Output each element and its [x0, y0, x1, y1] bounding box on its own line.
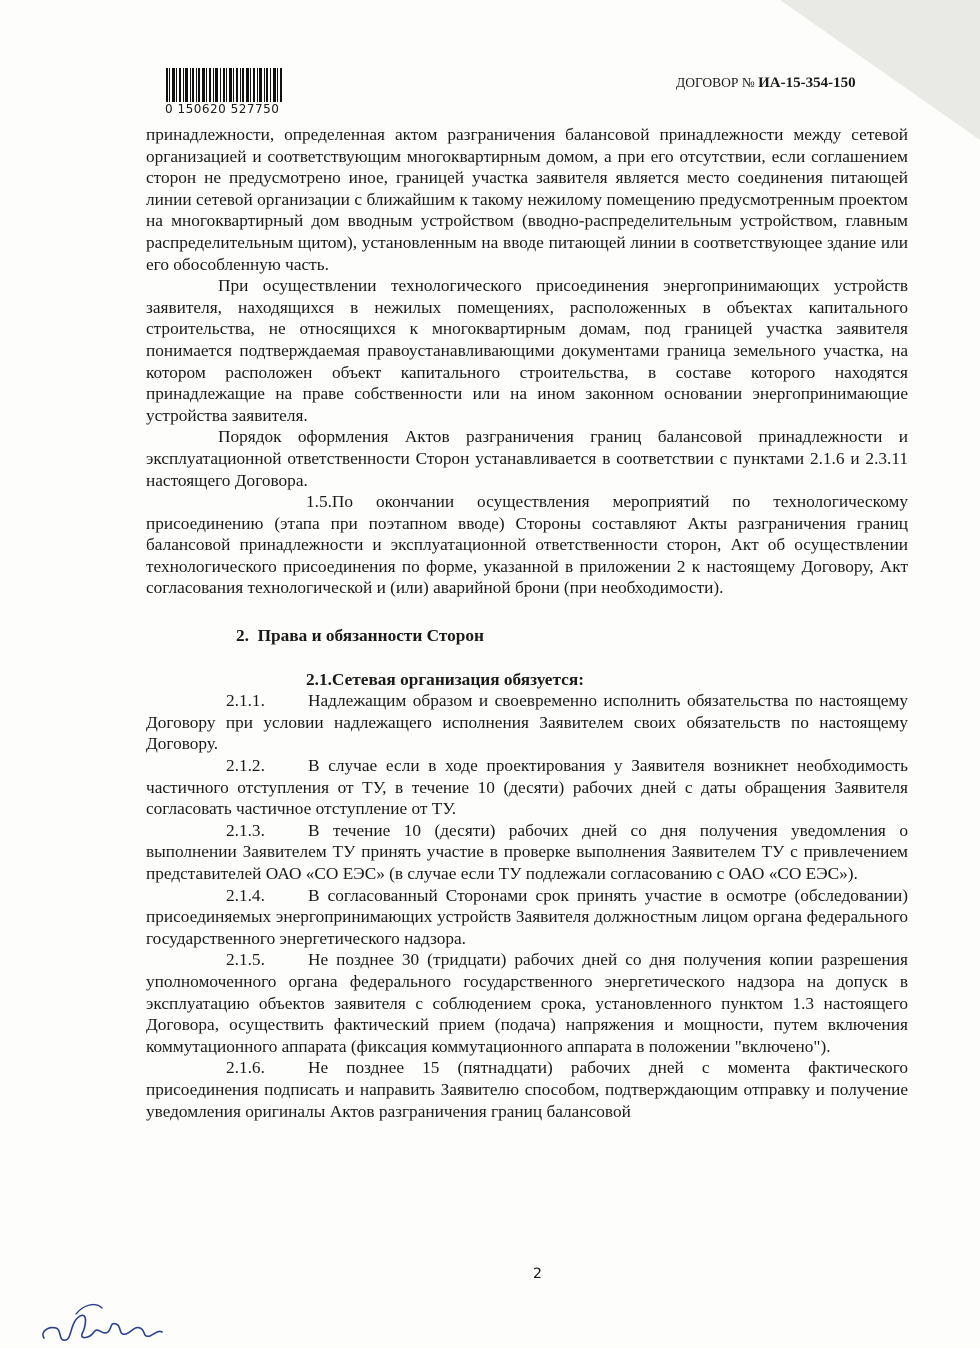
paragraph-nonresidential-boundary: При осуществлении технологического присоединения энергопринимающих устройств заявителя, находящихся в нежилых помещениях, расположенных в объектах капитального строительства, не относящихся к многоквартирным домам, под границей участка заявителя понимается подтверждаемая правоустанавливающими документами граница земельного участка, на котором расположен объект капитального строительства, в составе которого находятся принадлежащие на праве собственности или на ином законном основании энергопринимающие устройства заявителя.: [146, 276, 908, 425]
document-body: [146, 124, 908, 1122]
clause-text: Не позднее 30 (тридцати) рабочих дней со дня получения копии разрешения уполномоченного органа федерального государственного энергетического надзора на допуск в эксплуатацию объектов заявителя с соблюдением срока, установленного пунктом 1.3 настоящего Договора, осуществить фактический прием (подача) напряжения и мощности, путем включения коммутационного аппарата (фиксация коммутационного аппарата в положении "включено").: [146, 950, 908, 1056]
clause-text: В течение 10 (десяти) рабочих дней со дня получения уведомления о выполнении Заявителем ТУ принять участие в проверке выполнения Заявителем ТУ с привлечением представителей ОАО «СО ЕЭС» (в случае если ТУ подлежали согласованию с ОАО «СО ЕЭС»).: [146, 820, 908, 883]
clause-2-1-6: [146, 1057, 908, 1122]
section-title-text: Права и обязанности Сторон: [257, 626, 485, 646]
page-number: 2: [533, 1266, 542, 1282]
clause-2-1-1: [146, 690, 908, 755]
clause-number: 2.1.5.: [226, 950, 265, 970]
clause-2-1-3: [146, 820, 908, 885]
barcode: [165, 68, 283, 120]
clause-number: 2.1.1.: [226, 691, 265, 711]
subsection-number: 2.1.: [306, 669, 332, 689]
section-title: [146, 625, 908, 647]
contract-reference: [676, 75, 866, 92]
clause-text: Надлежащим образом и своевременно исполнить обязательства по настоящему Договору при условии надлежащего исполнения Заявителем своих обязательств по настоящему Договору.: [146, 691, 908, 754]
clause-2-1-4: [146, 885, 908, 950]
clause-text: По окончании осуществления мероприятий по технологическому присоединению (этапа при поэтапном вводе) Стороны составляют Акты разграничения границ балансовой принадлежности и эксплуатационной ответственности сторон, Акт об осуществлении технологического присоединения по форме, указанной в приложении 2 к настоящему Договору, Акт согласования технологической и (или) аварийной брони (при необходимости).: [146, 492, 908, 598]
clause-number: 2.1.4.: [226, 885, 265, 905]
clause-text: В случае если в ходе проектирования у Заявителя возникнет необходимость частичного отступления от ТУ, в течение 10 (десяти) рабочих дней с даты обращения Заявителя согласовать частичное отступление от ТУ.: [146, 756, 908, 819]
clause-number: 2.1.6.: [226, 1058, 265, 1078]
clause-2-1-5: [146, 949, 908, 1057]
paragraph-continuation: принадлежности, определенная актом разграничения балансовой принадлежности между сетевой организацией и соответствующим многоквартирным домом, а при его отсутствии, если соглашением сторон не предусмотрено иное, границей участка заявителя является место соединения питающей линии сетевой организации с ближайшим к такому нежилому помещению предусмотренным проектом на многоквартирный дом вводным устройством (вводно-распределительным устройством, главным распределительным щитом), установленным на вводе питающей линии в соответствующее здание или его обособленную часть.: [146, 125, 908, 274]
section-number: 2.: [236, 626, 249, 646]
signature-icon: [36, 1292, 166, 1348]
clause-text: Не позднее 15 (пятнадцати) рабочих дней с момента фактического присоединения подписать и направить Заявителю способом, подтверждающим отправку и получение уведомления оригиналы Актов разграничения границ балансовой: [146, 1058, 908, 1121]
clause-number: 2.1.2.: [226, 756, 265, 776]
contract-number: ИА-15-354-150: [758, 75, 856, 91]
contract-label: ДОГОВОР №: [676, 75, 755, 90]
clause-1-5: [146, 491, 908, 599]
clause-number: 2.1.3.: [226, 820, 265, 840]
clause-text: В согласованный Сторонами срок принять участие в осмотре (обследовании) присоединяемых энергопринимающих устройств Заявителя должностным лицом органа федерального государственного энергетического надзора.: [146, 885, 908, 948]
paragraph-acts-procedure: Порядок оформления Актов разграничения границ балансовой принадлежности и эксплуатационной ответственности Сторон устанавливается в соответствии с пунктами 2.1.6 и 2.3.11 настоящего Договора.: [146, 427, 908, 490]
barcode-bars-icon: [165, 68, 283, 104]
scan-corner-shadow: [780, 0, 980, 140]
subsection-title-text: Сетевая организация обязуется:: [331, 669, 584, 689]
barcode-number: 0 150620 527750: [165, 102, 283, 116]
clause-2-1-2: [146, 755, 908, 820]
clause-number: 1.5.: [306, 492, 332, 512]
subsection-title: [146, 669, 908, 691]
